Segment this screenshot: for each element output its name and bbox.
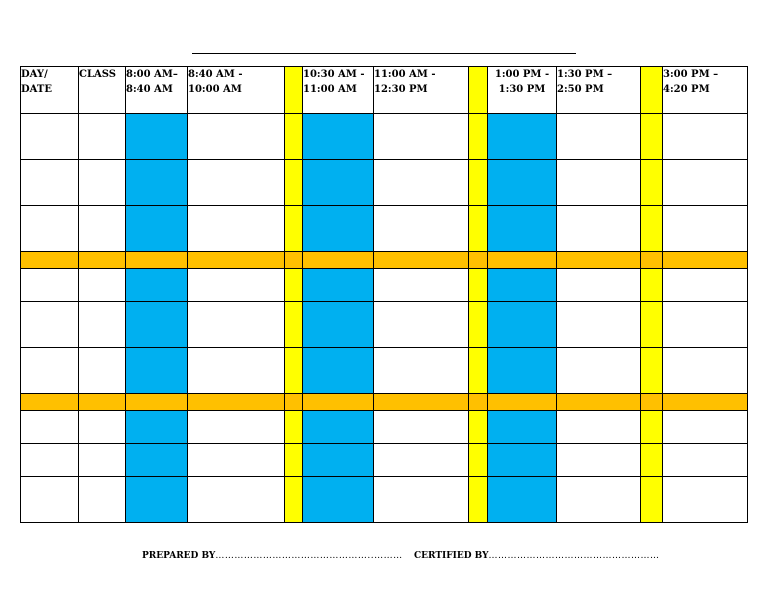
slot-cell [488,114,557,160]
break-cell [469,206,488,252]
break-cell [285,302,303,348]
table-row [21,302,748,348]
slot-cell[interactable] [374,348,469,394]
slot-cell[interactable] [374,444,469,477]
break-cell [641,302,663,348]
slot-cell[interactable] [188,302,285,348]
table-row [21,114,748,160]
class-cell[interactable] [79,302,126,348]
break-cell [641,477,663,523]
header-break-3 [641,67,663,114]
break-cell [469,411,488,444]
slot-cell [303,411,374,444]
slot-cell[interactable] [374,160,469,206]
table-row [21,444,748,477]
slot-cell [126,114,188,160]
slot-cell[interactable] [663,269,748,302]
break-cell [285,269,303,302]
slot-cell[interactable] [663,114,748,160]
table-row [21,206,748,252]
day-date-cell[interactable] [21,114,79,160]
slot-cell [303,348,374,394]
timetable [20,66,748,523]
header-slot-1: 8:00 AM– 8:40 AM [126,67,188,114]
header-break-1 [285,67,303,114]
slot-cell [303,206,374,252]
header-class: CLASS [79,67,126,114]
slot-cell[interactable] [188,206,285,252]
slot-cell[interactable] [557,411,641,444]
slot-cell [488,160,557,206]
slot-cell[interactable] [188,114,285,160]
break-cell [469,114,488,160]
slot-cell [488,477,557,523]
slot-cell[interactable] [374,114,469,160]
header-slot-5: 1:00 PM - 1:30 PM [488,67,557,114]
slot-cell [126,302,188,348]
slot-cell[interactable] [557,160,641,206]
certified-by [414,551,660,561]
prepared-by [142,551,403,561]
break-cell [641,160,663,206]
slot-cell [126,477,188,523]
break-cell [641,269,663,302]
slot-cell[interactable] [557,269,641,302]
day-date-cell[interactable] [21,477,79,523]
slot-cell [126,206,188,252]
slot-cell [303,444,374,477]
break-cell [285,206,303,252]
header-day-date: DAY/ DATE [21,67,79,114]
slot-cell [126,160,188,206]
slot-cell [488,444,557,477]
slot-cell [126,411,188,444]
slot-cell [303,114,374,160]
slot-cell [126,348,188,394]
break-cell [285,160,303,206]
slot-cell[interactable] [557,348,641,394]
break-cell [469,348,488,394]
table-row [21,269,748,302]
slot-cell[interactable] [663,302,748,348]
header-slot-3: 10:30 AM - 11:00 AM [303,67,374,114]
certified-by-label: CERTIFIED BY [414,551,489,561]
break-cell [641,444,663,477]
break-cell [285,444,303,477]
title-underline [192,53,576,54]
break-cell [469,160,488,206]
break-cell [469,302,488,348]
slot-cell [488,206,557,252]
day-date-cell[interactable] [21,160,79,206]
prepared-by-label: PREPARED BY [142,551,216,561]
day-date-cell[interactable] [21,444,79,477]
slot-cell [488,302,557,348]
slot-cell[interactable] [557,114,641,160]
day-date-cell[interactable] [21,411,79,444]
day-date-cell[interactable] [21,269,79,302]
slot-cell [303,477,374,523]
slot-cell [303,160,374,206]
certified-by-signature-line: ……………………………………………… [488,551,660,561]
slot-cell [488,348,557,394]
class-cell[interactable] [79,411,126,444]
break-cell [641,348,663,394]
class-cell[interactable] [79,477,126,523]
header-slot-6: 1:30 PM – 2:50 PM [557,67,641,114]
separator-band [21,252,748,269]
slot-cell[interactable] [557,477,641,523]
class-cell[interactable] [79,269,126,302]
slot-cell[interactable] [663,348,748,394]
slot-cell[interactable] [188,444,285,477]
table-row [21,160,748,206]
break-cell [285,411,303,444]
slot-cell[interactable] [663,444,748,477]
header-slot-2: 8:40 AM - 10:00 AM [188,67,285,114]
slot-cell[interactable] [374,411,469,444]
slot-cell[interactable] [188,348,285,394]
slot-cell[interactable] [374,477,469,523]
table-row [21,348,748,394]
separator-band [21,394,748,411]
prepared-by-signature-line: …………………………………………..……… [215,551,403,561]
header-slot-7: 3:00 PM – 4:20 PM [663,67,748,114]
slot-cell[interactable] [374,269,469,302]
slot-cell[interactable] [188,477,285,523]
break-cell [641,114,663,160]
slot-cell[interactable] [188,411,285,444]
break-cell [285,114,303,160]
slot-cell [126,444,188,477]
slot-cell [488,269,557,302]
slot-cell[interactable] [663,477,748,523]
class-cell[interactable] [79,444,126,477]
slot-cell[interactable] [663,411,748,444]
slot-cell[interactable] [557,302,641,348]
break-cell [641,411,663,444]
header-row [21,67,748,114]
header-break-2 [469,67,488,114]
break-cell [285,348,303,394]
slot-cell[interactable] [557,444,641,477]
break-cell [285,477,303,523]
table-row [21,411,748,444]
break-cell [469,477,488,523]
class-cell[interactable] [79,160,126,206]
slot-cell[interactable] [188,269,285,302]
day-date-cell[interactable] [21,206,79,252]
day-date-cell[interactable] [21,348,79,394]
table-row [21,477,748,523]
slot-cell [303,302,374,348]
break-cell [469,269,488,302]
slot-cell[interactable] [557,206,641,252]
slot-cell[interactable] [374,206,469,252]
break-cell [641,206,663,252]
class-cell[interactable] [79,206,126,252]
break-cell [469,444,488,477]
slot-cell [488,411,557,444]
slot-cell[interactable] [374,302,469,348]
day-date-cell[interactable] [21,302,79,348]
class-cell[interactable] [79,348,126,394]
slot-cell[interactable] [663,206,748,252]
slot-cell[interactable] [188,160,285,206]
class-cell[interactable] [79,114,126,160]
slot-cell [126,269,188,302]
slot-cell [303,269,374,302]
header-slot-4: 11:00 AM - 12:30 PM [374,67,469,114]
slot-cell[interactable] [663,160,748,206]
